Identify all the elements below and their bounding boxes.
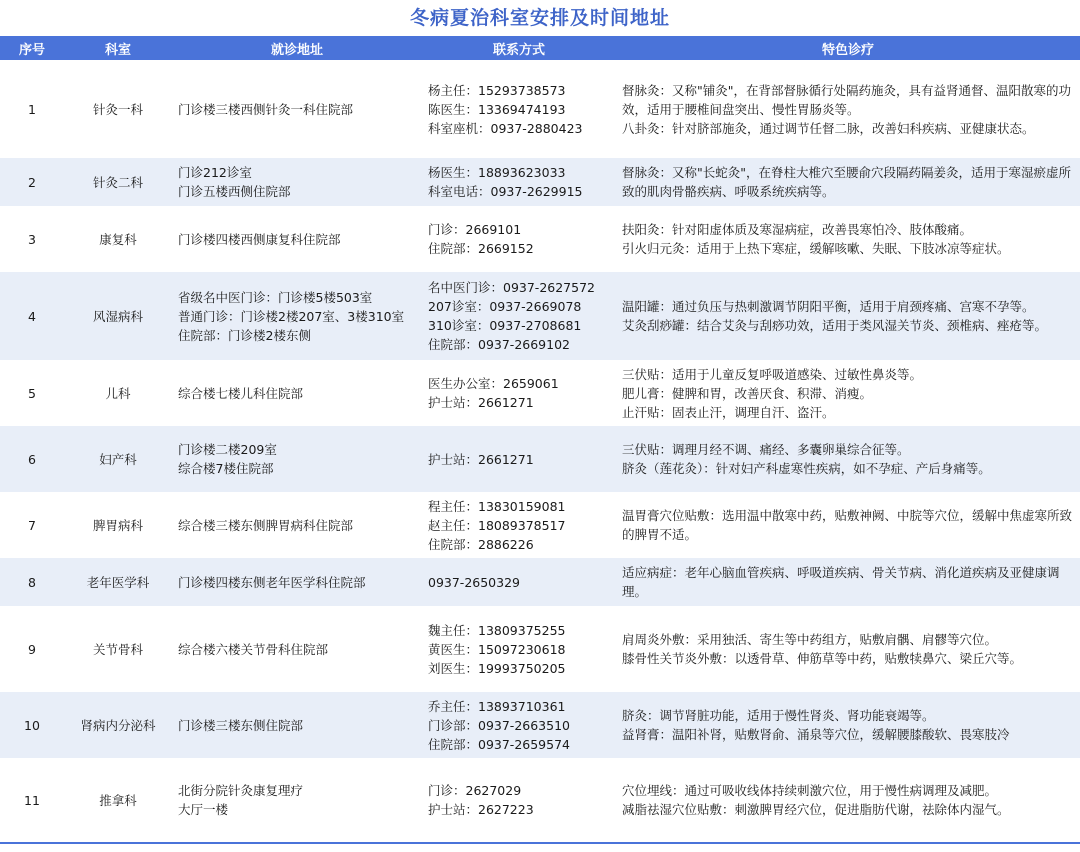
address-line: 门诊五楼西侧住院部 bbox=[178, 184, 291, 199]
contact-line: 陈医生：13369474193 bbox=[428, 101, 566, 117]
address-line: 住院部：门诊楼2楼东侧 bbox=[178, 327, 311, 343]
feature-cell bbox=[616, 60, 1080, 158]
feature-line: 肥儿膏：健脾和胃，改善厌食、积滞、消瘦。 bbox=[622, 385, 873, 401]
header-features: 特色诊疗 bbox=[616, 36, 1080, 60]
contact-cell bbox=[422, 360, 616, 426]
address-cell bbox=[172, 558, 422, 606]
department-name: 妇产科 bbox=[64, 426, 172, 492]
table-row bbox=[0, 758, 1080, 842]
contact-line: 护士站：2627223 bbox=[428, 802, 534, 817]
department-schedule-table bbox=[0, 36, 1080, 842]
contact-line: 住院部：0937-2669102 bbox=[428, 337, 570, 352]
header-row bbox=[0, 36, 1080, 60]
contact-line: 住院部：2886226 bbox=[428, 536, 534, 552]
contact-line: 赵主任：18089378517 bbox=[428, 517, 566, 533]
table-row bbox=[0, 606, 1080, 692]
contact-cell bbox=[422, 158, 616, 206]
contact-line: 杨医生：18893623033 bbox=[428, 165, 566, 180]
address-cell bbox=[172, 492, 422, 558]
table-header bbox=[0, 36, 1080, 60]
feature-line: 扶阳灸：针对阳虚体质及寒湿病症，改善畏寒怕冷、肢体酸痛。 bbox=[622, 222, 973, 237]
feature-cell bbox=[616, 606, 1080, 692]
feature-line: 脐灸（莲花灸）：针对妇产科虚寒性疾病，如不孕症、产后身痛等。 bbox=[622, 461, 991, 476]
feature-cell bbox=[616, 758, 1080, 842]
table-row bbox=[0, 360, 1080, 426]
department-name: 风湿病科 bbox=[64, 272, 172, 360]
contact-line: 名中医门诊：0937-2627572 bbox=[428, 280, 595, 295]
address-line: 综合楼七楼儿科住院部 bbox=[178, 385, 304, 401]
department-name: 关节骨科 bbox=[64, 606, 172, 692]
address-line: 省级名中医门诊：门诊楼5楼503室 bbox=[178, 289, 373, 305]
contact-cell bbox=[422, 758, 616, 842]
row-number: 2 bbox=[0, 158, 64, 206]
header-no: 序号 bbox=[0, 36, 64, 60]
address-line: 门诊楼二楼209室 bbox=[178, 442, 277, 457]
address-line: 综合楼三楼东侧脾胃病科住院部 bbox=[178, 517, 354, 533]
header-dept: 科室 bbox=[64, 36, 172, 60]
table-row bbox=[0, 206, 1080, 272]
department-name: 针灸一科 bbox=[64, 60, 172, 158]
table-row bbox=[0, 558, 1080, 606]
contact-line: 207诊室：0937-2669078 bbox=[428, 299, 582, 314]
feature-line: 温胃膏穴位贴敷：选用温中散寒中药，贴敷神阙、中脘等穴位，缓解中焦虚寒所致的脾胃不适。 bbox=[622, 508, 1073, 542]
contact-cell bbox=[422, 206, 616, 272]
row-number: 4 bbox=[0, 272, 64, 360]
feature-cell bbox=[616, 692, 1080, 758]
address-line: 大厅一楼 bbox=[178, 802, 229, 817]
address-line: 综合楼7楼住院部 bbox=[178, 461, 274, 476]
contact-line: 科室电话：0937-2629915 bbox=[428, 184, 583, 199]
address-cell bbox=[172, 158, 422, 206]
address-line: 普通门诊：门诊楼2楼207室、3楼310室 bbox=[178, 308, 405, 324]
row-number: 11 bbox=[0, 758, 64, 842]
table-body bbox=[0, 60, 1080, 842]
contact-cell bbox=[422, 692, 616, 758]
address-cell bbox=[172, 360, 422, 426]
contact-line: 程主任：13830159081 bbox=[428, 498, 566, 514]
feature-line: 八卦灸：针对脐部施灸，通过调节任督二脉，改善妇科疾病、亚健康状态。 bbox=[622, 120, 1035, 136]
contact-line: 住院部：2669152 bbox=[428, 241, 534, 256]
row-number: 3 bbox=[0, 206, 64, 272]
feature-line: 膝骨性关节炎外敷：以透骨草、伸筋草等中药，贴敷犊鼻穴、梁丘穴等。 bbox=[622, 651, 1023, 666]
feature-line: 引火归元灸：适用于上热下寒症，缓解咳嗽、失眠、下肢冰凉等症状。 bbox=[622, 241, 1010, 256]
address-cell bbox=[172, 206, 422, 272]
address-line: 门诊楼四楼西侧康复科住院部 bbox=[178, 231, 341, 247]
contact-line: 住院部：0937-2659574 bbox=[428, 736, 570, 752]
feature-cell bbox=[616, 272, 1080, 360]
feature-cell bbox=[616, 158, 1080, 206]
row-number: 6 bbox=[0, 426, 64, 492]
contact-cell bbox=[422, 426, 616, 492]
table-row bbox=[0, 60, 1080, 158]
contact-cell bbox=[422, 60, 616, 158]
header-contact: 联系方式 bbox=[422, 36, 616, 60]
department-name: 针灸二科 bbox=[64, 158, 172, 206]
feature-line: 益肾膏：温阳补肾，贴敷肾俞、涌泉等穴位，缓解腰膝酸软、畏寒肢冷 bbox=[622, 727, 1010, 742]
table-row bbox=[0, 272, 1080, 360]
contact-cell bbox=[422, 558, 616, 606]
department-name: 儿科 bbox=[64, 360, 172, 426]
address-line: 门诊楼三楼东侧住院部 bbox=[178, 717, 304, 733]
contact-line: 护士站：2661271 bbox=[428, 395, 534, 410]
address-cell bbox=[172, 692, 422, 758]
feature-line: 减脂祛湿穴位贴敷：刺激脾胃经穴位，促进脂肪代谢，祛除体内湿气。 bbox=[622, 802, 1010, 817]
table-row bbox=[0, 692, 1080, 758]
contact-line: 门诊：2627029 bbox=[428, 783, 522, 798]
department-name: 老年医学科 bbox=[64, 558, 172, 606]
contact-line: 魏主任：13809375255 bbox=[428, 622, 566, 638]
address-cell bbox=[172, 272, 422, 360]
address-cell bbox=[172, 60, 422, 158]
address-line: 门诊楼三楼西侧针灸一科住院部 bbox=[178, 101, 354, 117]
page-title: 冬病夏治科室安排及时间地址 bbox=[409, 7, 670, 29]
feature-line: 脐灸：调节肾脏功能，适用于慢性肾炎、肾功能衰竭等。 bbox=[622, 708, 935, 723]
feature-line: 三伏贴：调理月经不调、痛经、多囊卵巢综合征等。 bbox=[622, 442, 910, 457]
row-number: 10 bbox=[0, 692, 64, 758]
contact-line: 0937-2650329 bbox=[428, 574, 520, 590]
address-cell bbox=[172, 758, 422, 842]
feature-cell bbox=[616, 492, 1080, 558]
contact-cell bbox=[422, 606, 616, 692]
contact-line: 310诊室：0937-2708681 bbox=[428, 318, 582, 333]
department-name: 康复科 bbox=[64, 206, 172, 272]
contact-cell bbox=[422, 492, 616, 558]
department-name: 肾病内分泌科 bbox=[64, 692, 172, 758]
department-name: 脾胃病科 bbox=[64, 492, 172, 558]
row-number: 5 bbox=[0, 360, 64, 426]
contact-line: 门诊部：0937-2663510 bbox=[428, 717, 570, 733]
feature-cell bbox=[616, 426, 1080, 492]
table-row bbox=[0, 158, 1080, 206]
header-address: 就诊地址 bbox=[172, 36, 422, 60]
row-number: 7 bbox=[0, 492, 64, 558]
address-cell bbox=[172, 606, 422, 692]
feature-line: 温阳罐：通过负压与热刺激调节阴阳平衡，适用于肩颈疼痛、宫寒不孕等。 bbox=[622, 299, 1035, 314]
contact-line: 门诊：2669101 bbox=[428, 222, 522, 237]
feature-line: 止汗贴：固表止汗，调理自汗、盗汗。 bbox=[622, 404, 835, 420]
contact-line: 乔主任：13893710361 bbox=[428, 698, 566, 714]
address-line: 门诊212诊室 bbox=[178, 165, 252, 180]
row-number: 1 bbox=[0, 60, 64, 158]
contact-line: 科室座机：0937-2880423 bbox=[428, 120, 583, 136]
feature-line: 艾灸刮痧罐：结合艾灸与刮痧功效，适用于类风湿关节炎、颈椎病、痤疮等。 bbox=[622, 318, 1048, 333]
contact-line: 护士站：2661271 bbox=[428, 451, 534, 467]
department-name: 推拿科 bbox=[64, 758, 172, 842]
table-row bbox=[0, 426, 1080, 492]
feature-cell bbox=[616, 360, 1080, 426]
address-line: 门诊楼四楼东侧老年医学科住院部 bbox=[178, 574, 366, 590]
table-row bbox=[0, 492, 1080, 558]
row-number: 9 bbox=[0, 606, 64, 692]
contact-line: 医生办公室：2659061 bbox=[428, 376, 559, 391]
bottom-rule bbox=[0, 842, 1080, 844]
feature-cell bbox=[616, 206, 1080, 272]
feature-line: 适应病症：老年心脑血管疾病、呼吸道疾病、骨关节病、消化道疾病及亚健康调理。 bbox=[622, 565, 1060, 599]
address-line: 北街分院针灸康复理疗 bbox=[178, 783, 304, 798]
contact-line: 黄医生：15097230618 bbox=[428, 641, 566, 657]
address-cell bbox=[172, 426, 422, 492]
contact-line: 杨主任：15293738573 bbox=[428, 82, 566, 98]
address-line: 综合楼六楼关节骨科住院部 bbox=[178, 641, 329, 657]
feature-line: 督脉灸：又称"铺灸"，在背部督脉循行处隔药施灸，具有益肾通督、温阳散寒的功效，适用于腰椎间盘突出、慢性胃肠炎等。 bbox=[622, 82, 1072, 117]
contact-line: 刘医生：19993750205 bbox=[428, 660, 566, 676]
feature-line: 三伏贴：适用于儿童反复呼吸道感染、过敏性鼻炎等。 bbox=[622, 366, 923, 382]
feature-line: 肩周炎外敷：采用独活、寄生等中药组方，贴敷肩髃、肩髎等穴位。 bbox=[622, 632, 998, 647]
feature-line: 穴位埋线：通过可吸收线体持续刺激穴位，用于慢性病调理及减肥。 bbox=[622, 783, 998, 798]
feature-line: 督脉灸：又称"长蛇灸"，在脊柱大椎穴至腰俞穴段隔药隔姜灸，适用于寒湿瘀虚所致的肌肉骨骼疾病、呼吸系统疾病等。 bbox=[622, 165, 1072, 199]
feature-cell bbox=[616, 558, 1080, 606]
contact-cell bbox=[422, 272, 616, 360]
row-number: 8 bbox=[0, 558, 64, 606]
